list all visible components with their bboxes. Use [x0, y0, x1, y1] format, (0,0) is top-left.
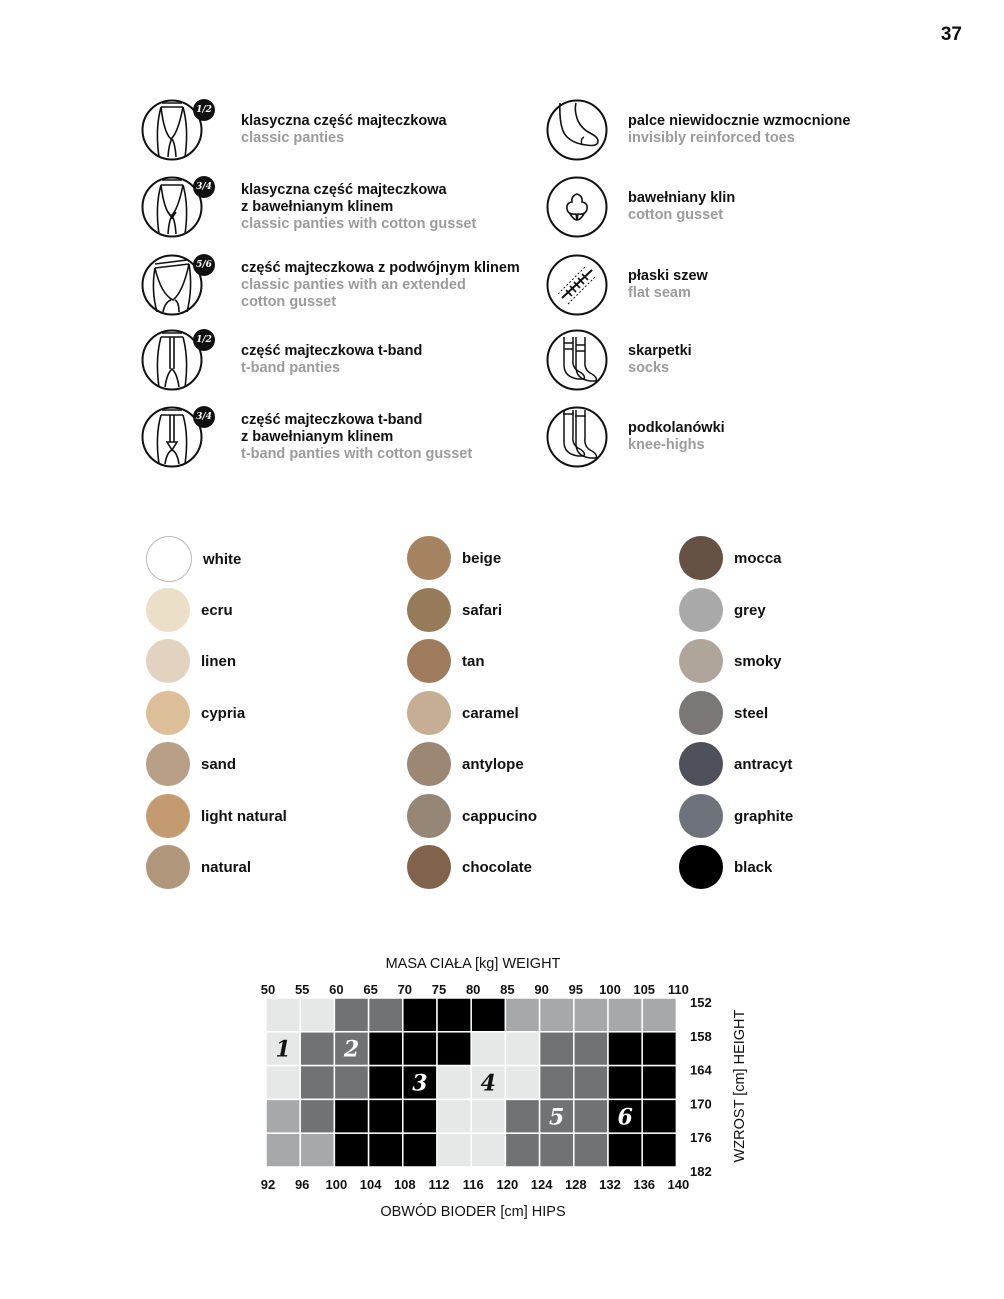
size-cell: [300, 1099, 334, 1133]
size-cell: [505, 1099, 539, 1133]
size-cell: [369, 998, 403, 1032]
size-cell: [300, 1066, 334, 1100]
size-badge: 3/4: [193, 176, 215, 198]
height-tick: 176: [690, 1130, 712, 1146]
feature-label-en: classic panties: [241, 130, 345, 146]
page-number: 37: [940, 24, 962, 45]
size-cell: [437, 1066, 471, 1100]
weight-tick: 65: [363, 982, 378, 997]
size-cell: [540, 1032, 574, 1066]
color-name: white: [203, 550, 242, 568]
size-cell: [266, 998, 300, 1032]
size-cell: [300, 1133, 334, 1167]
color-name: natural: [201, 858, 252, 876]
size-cell: [369, 1066, 403, 1100]
feature-label-en: knee-highs: [628, 437, 705, 453]
color-name: cappucino: [462, 807, 538, 825]
feature-label-pl: bawełniany klin: [628, 190, 736, 206]
size-cell: [266, 1099, 300, 1133]
height-tick: 152: [690, 995, 712, 1010]
feature-label-pl: płaski szew: [628, 268, 708, 284]
size-cell: [403, 1032, 437, 1066]
size-cell: [642, 998, 676, 1032]
color-name: antylope: [462, 755, 524, 773]
size-cell: [608, 1066, 642, 1100]
size-cell: [471, 998, 505, 1032]
hips-axis-label: OBWÓD BIODER [cm] HIPS: [380, 1204, 566, 1220]
size-label: 3: [412, 1070, 428, 1097]
weight-axis-label: MASA CIAŁA [kg] WEIGHT: [385, 956, 561, 972]
hips-tick: 92: [260, 1177, 276, 1192]
size-cell: [437, 1099, 471, 1133]
hips-tick: 120: [496, 1177, 519, 1192]
size-label: 6: [617, 1104, 633, 1131]
size-cell: [369, 1032, 403, 1066]
size-cell: [608, 1133, 642, 1167]
color-name: black: [734, 858, 773, 876]
feature-label-en: cotton gusset: [628, 207, 724, 223]
size-cell: [471, 1133, 505, 1167]
feature-label-en: classic panties with an extended: [241, 276, 466, 293]
feature-label-pl: część majteczkowa t-band: [241, 411, 423, 428]
feature-label-pl: z bawełnianym klinem: [241, 198, 394, 215]
size-cell: [471, 1032, 505, 1066]
weight-tick: 50: [260, 982, 276, 997]
feature-label-en: t-band panties: [241, 360, 341, 376]
weight-tick: 100: [599, 982, 621, 997]
color-name: linen: [201, 652, 237, 670]
feature-label-en: socks: [628, 360, 670, 376]
weight-tick: 55: [294, 982, 310, 997]
feature-label-pl: skarpetki: [628, 343, 692, 359]
color-name: mocca: [734, 549, 782, 567]
size-cell: [540, 1066, 574, 1100]
size-cell: [540, 998, 574, 1032]
size-cell: [437, 998, 471, 1032]
color-name: steel: [734, 704, 769, 722]
color-name: safari: [462, 601, 503, 619]
size-label: 4: [480, 1070, 496, 1097]
size-cell: [642, 1133, 676, 1167]
size-cell: [437, 1133, 471, 1167]
feature-label-pl: podkolanówki: [628, 420, 725, 436]
feature-label-pl: z bawełnianym klinem: [241, 428, 394, 445]
hips-tick: 108: [393, 1177, 416, 1192]
hips-tick: 140: [667, 1177, 690, 1192]
color-name: grey: [734, 601, 766, 619]
weight-tick: 75: [431, 982, 447, 997]
size-cell: [403, 1099, 437, 1133]
color-name: light natural: [201, 807, 287, 825]
color-name: caramel: [462, 704, 519, 722]
weight-tick: 80: [465, 982, 481, 997]
size-cell: [369, 1133, 403, 1167]
size-cell: [369, 1099, 403, 1133]
size-cell: [266, 1133, 300, 1167]
size-cell: [334, 998, 368, 1032]
feature-label-en: invisibly reinforced toes: [628, 130, 795, 146]
hips-tick: 136: [633, 1177, 656, 1192]
color-name: beige: [462, 549, 502, 567]
color-name: sand: [201, 755, 237, 773]
color-name: chocolate: [462, 858, 533, 876]
weight-tick: 105: [633, 982, 656, 997]
height-tick: 164: [690, 1062, 712, 1078]
height-tick: 182: [690, 1164, 712, 1179]
size-cell: [403, 998, 437, 1032]
feature-label-pl: część majteczkowa t-band: [241, 343, 423, 359]
hips-tick: 100: [325, 1177, 348, 1192]
height-tick: 158: [690, 1028, 712, 1044]
size-cell: [642, 1032, 676, 1066]
hips-tick: 104: [359, 1177, 382, 1192]
color-name: ecru: [201, 601, 233, 619]
feature-label-pl: palce niewidocznie wzmocnione: [628, 113, 851, 129]
size-badge: 1/2: [193, 99, 215, 121]
feature-label-pl: klasyczna część majteczkowa: [241, 181, 447, 198]
size-label: 1: [275, 1036, 291, 1063]
size-cell: [505, 1066, 539, 1100]
hips-tick: 128: [564, 1177, 587, 1192]
weight-tick: 70: [397, 982, 413, 997]
size-cell: [334, 1066, 368, 1100]
size-cell: [574, 1099, 608, 1133]
size-cell: [608, 1032, 642, 1066]
size-cell: [574, 1133, 608, 1167]
size-badge: 5/6: [193, 254, 215, 276]
size-cell: [300, 998, 334, 1032]
hips-tick: 96: [294, 1177, 310, 1192]
color-name: cypria: [201, 704, 246, 722]
weight-tick: 90: [534, 982, 549, 997]
weight-tick: 85: [500, 982, 515, 997]
size-cell: [334, 1099, 368, 1133]
hips-tick: 124: [530, 1177, 553, 1192]
size-cell: [266, 1066, 300, 1100]
color-name: tan: [462, 652, 485, 670]
size-badge: 3/4: [193, 406, 215, 428]
size-cell: [540, 1133, 574, 1167]
feature-label-pl: część majteczkowa z podwójnym klinem: [241, 259, 520, 276]
feature-label-en: classic panties with cotton gusset: [241, 215, 477, 232]
hips-tick: 132: [599, 1177, 621, 1192]
feature-label-en: cotton gusset: [241, 293, 337, 310]
height-tick: 170: [690, 1096, 712, 1112]
size-cell: [505, 998, 539, 1032]
feature-label-pl: klasyczna część majteczkowa: [241, 113, 447, 129]
weight-tick: 60: [329, 982, 344, 997]
color-name: smoky: [734, 652, 782, 670]
feature-label-en: flat seam: [628, 285, 691, 301]
size-cell: [642, 1066, 676, 1100]
size-cell: [608, 998, 642, 1032]
size-cell: [505, 1032, 539, 1066]
size-cell: [471, 1099, 505, 1133]
color-name: graphite: [734, 807, 794, 825]
hips-tick: 116: [462, 1177, 484, 1192]
color-name: antracyt: [734, 755, 793, 773]
size-cell: [334, 1133, 368, 1167]
weight-tick: 110: [667, 982, 689, 997]
weight-tick: 95: [568, 982, 584, 997]
size-badge: 1/2: [193, 329, 215, 351]
size-cell: [574, 1032, 608, 1066]
size-cell: [437, 1032, 471, 1066]
size-cell: [642, 1099, 676, 1133]
size-cell: [505, 1133, 539, 1167]
feature-label-en: t-band panties with cotton gusset: [241, 445, 473, 462]
size-label: 2: [343, 1036, 360, 1063]
size-label: 5: [549, 1104, 565, 1131]
size-cell: [403, 1133, 437, 1167]
hips-tick: 112: [428, 1177, 450, 1192]
size-cell: [574, 1066, 608, 1100]
size-cell: [574, 998, 608, 1032]
size-cell: [300, 1032, 334, 1066]
height-axis-label: WZROST [cm] HEIGHT: [732, 1009, 748, 1163]
